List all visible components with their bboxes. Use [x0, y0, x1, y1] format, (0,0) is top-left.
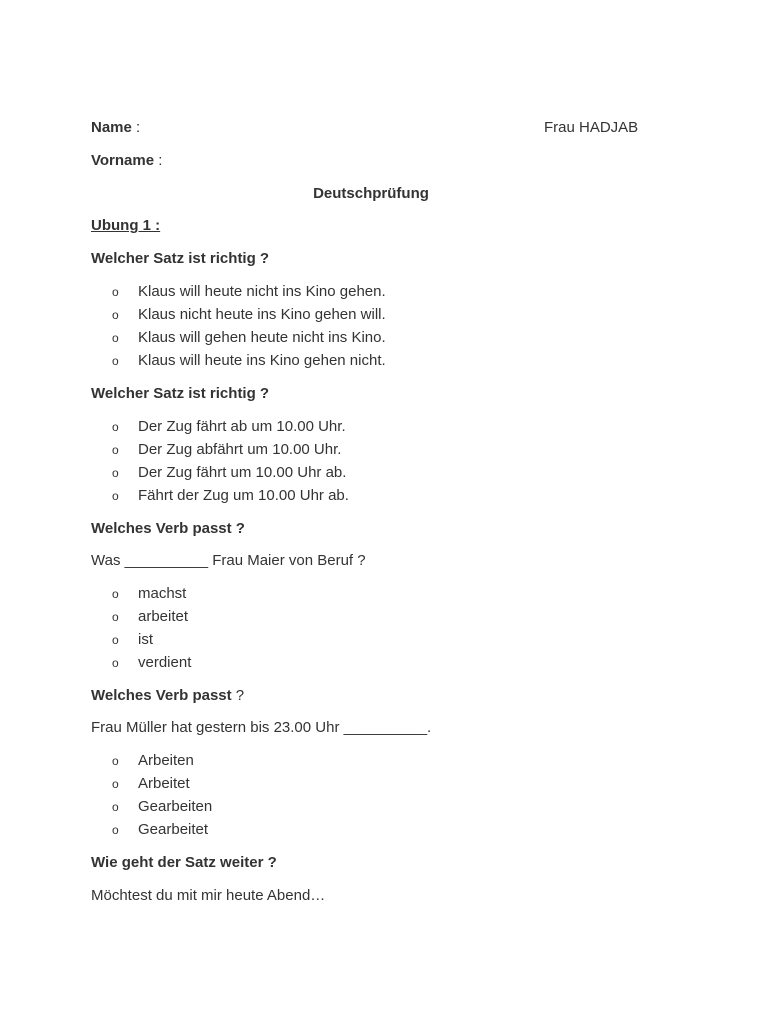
q3-option-1-text: machst: [138, 585, 187, 602]
q1-option-2-text: Klaus nicht heute ins Kino gehen will.: [138, 306, 386, 323]
question-4-rest: ?: [231, 687, 245, 704]
q2-option-4: [112, 486, 349, 506]
bullet-icon: o: [112, 308, 119, 322]
bullet-icon: o: [112, 443, 119, 457]
q1-option-1: [112, 282, 386, 302]
q4-option-2-text: Arbeitet: [138, 775, 190, 792]
bullet-icon: o: [112, 587, 119, 601]
q4-option-3-text: Gearbeiten: [138, 798, 213, 815]
question-5-prompt: Möchtest du mit mir heute Abend…: [91, 887, 326, 904]
q4-option-4: [112, 820, 208, 840]
bullet-icon: o: [112, 466, 119, 480]
q3-option-3: [112, 630, 153, 650]
q1-option-3-text: Klaus will gehen heute nicht ins Kino.: [138, 329, 386, 346]
q3-option-2: [112, 607, 188, 627]
question-3: Welches Verb passt ?: [91, 520, 245, 537]
bullet-icon: o: [112, 420, 119, 434]
question-3-prompt: Was __________ Frau Maier von Beruf ?: [91, 552, 366, 569]
q3-option-3-text: ist: [138, 631, 153, 648]
bullet-icon: o: [112, 754, 119, 768]
question-4-prompt: Frau Müller hat gestern bis 23.00 Uhr __________.: [91, 719, 432, 736]
page-title: Deutschprüfung: [313, 185, 429, 202]
q2-option-4-text: Fährt der Zug um 10.00 Uhr ab.: [138, 487, 349, 504]
vorname-separator: :: [154, 152, 163, 169]
bullet-icon: o: [112, 777, 119, 791]
q1-option-1-text: Klaus will heute nicht ins Kino gehen.: [138, 283, 386, 300]
q3-option-2-text: arbeitet: [138, 608, 189, 625]
name-separator: :: [131, 119, 141, 136]
question-2: Welcher Satz ist richtig ?: [91, 385, 270, 402]
vorname-label: Vorname: [91, 152, 155, 169]
q3-option-4-text: verdient: [138, 654, 192, 671]
bullet-icon: o: [112, 633, 119, 647]
name-label: Name: [91, 119, 132, 136]
q4-option-3: [112, 797, 212, 817]
q2-option-1: [112, 417, 346, 437]
q3-option-1: [112, 584, 186, 604]
exercise-heading: Ubung 1 :: [91, 217, 161, 234]
q4-option-1-text: Arbeiten: [138, 752, 194, 769]
bullet-icon: o: [112, 331, 119, 345]
q4-option-4-text: Gearbeitet: [138, 821, 209, 838]
bullet-icon: o: [112, 656, 119, 670]
bullet-icon: o: [112, 610, 119, 624]
teacher-name: Frau HADJAB: [544, 119, 639, 136]
question-5: Wie geht der Satz weiter ?: [91, 854, 277, 871]
bullet-icon: o: [112, 823, 119, 837]
q1-option-4: [112, 351, 386, 371]
q2-option-1-text: Der Zug fährt ab um 10.00 Uhr.: [138, 418, 346, 435]
vorname-field: [91, 151, 162, 171]
q2-option-3: [112, 463, 346, 483]
q1-option-3: [112, 328, 386, 348]
q1-option-2: [112, 305, 386, 325]
q3-option-4: [112, 653, 191, 673]
bullet-icon: o: [112, 489, 119, 503]
question-4: [91, 686, 244, 706]
bullet-icon: o: [112, 354, 119, 368]
q4-option-1: [112, 751, 194, 771]
question-4-bold: Welches Verb passt: [91, 687, 232, 704]
q2-option-2: [112, 440, 341, 460]
name-field: [91, 118, 140, 138]
question-1: Welcher Satz ist richtig ?: [91, 250, 270, 267]
bullet-icon: o: [112, 800, 119, 814]
q4-option-2: [112, 774, 190, 794]
bullet-icon: o: [112, 285, 119, 299]
q1-option-4-text: Klaus will heute ins Kino gehen nicht.: [138, 352, 386, 369]
q2-option-3-text: Der Zug fährt um 10.00 Uhr ab.: [138, 464, 347, 481]
q2-option-2-text: Der Zug abfährt um 10.00 Uhr.: [138, 441, 342, 458]
